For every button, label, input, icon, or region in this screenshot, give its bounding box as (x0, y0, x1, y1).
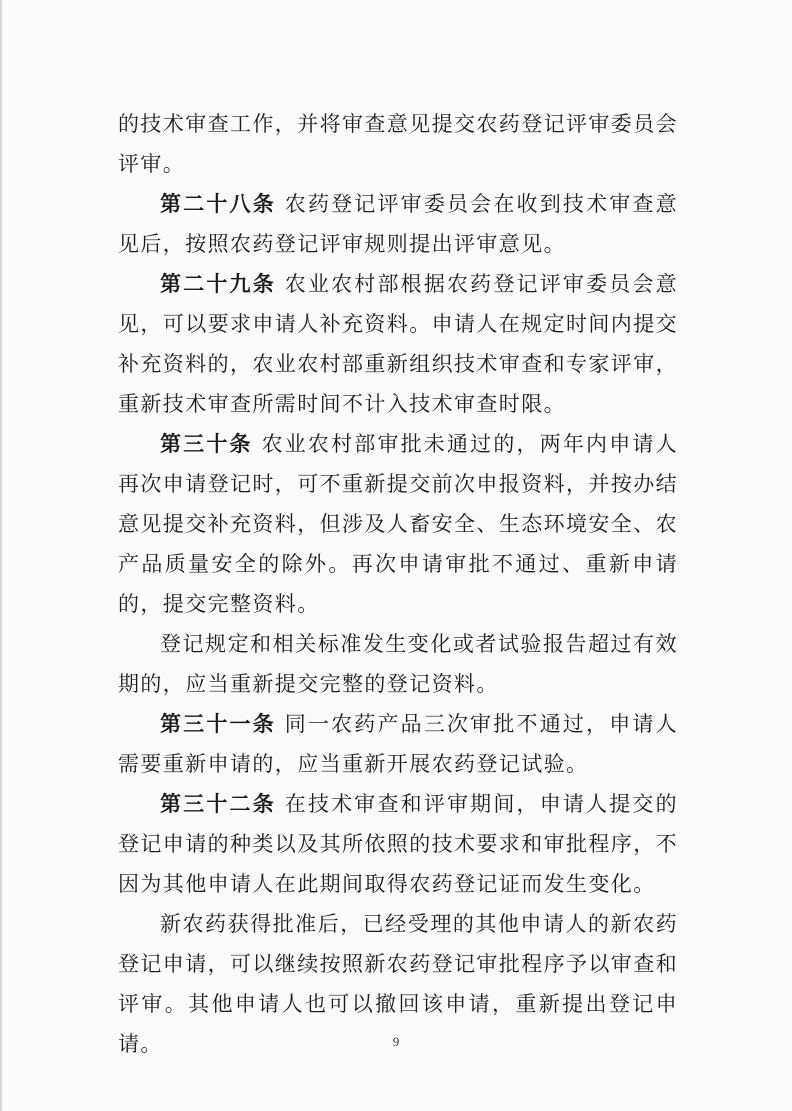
page-edge-shadow (0, 0, 3, 1111)
article-31 (118, 704, 678, 784)
article-heading: 第二十八条 (160, 192, 276, 216)
paragraph-continuation (118, 104, 678, 184)
paragraph-text: 新农药获得批准后，已经受理的其他申请人的新农药登记申请，可以继续按照新农药登记审批程序予以审查和评审。其他申请人也可以撤回该申请，重新提出登记申请。 (118, 912, 678, 1056)
article-heading: 第三十二条 (160, 792, 276, 816)
paragraph-text: 农业农村部根据农药登记评审委员会意见，可以要求申请人补充资料。申请人在规定时间内提交补充资料的，农业农村部重新组织技术审查和专家评审，重新技术审查所需时间不计入技术审查时限。 (118, 272, 679, 416)
paragraph-text: 农业农村部审批未通过的，两年内申请人再次申请登记时，可不重新提交前次申报资料，并按办结意见提交补充资料，但涉及人畜安全、生态环境安全、农产品质量安全的除外。再次申请审批不通过、重新申请的，提交完整资料。 (118, 432, 678, 616)
article-32 (118, 784, 678, 904)
paragraph-text: 的技术审查工作，并将审查意见提交农药登记评审委员会评审。 (118, 112, 678, 176)
paragraph-text: 登记规定和相关标准发生变化或者试验报告超过有效期的，应当重新提交完整的登记资料。 (118, 632, 678, 696)
document-body (118, 104, 678, 1064)
paragraph-text: 农药登记评审委员会在收到技术审查意见后，按照农药登记评审规则提出评审意见。 (118, 192, 679, 256)
page-number: 9 (392, 1034, 400, 1049)
paragraph-text: 在技术审查和评审期间，申请人提交的登记申请的种类以及其所依照的技术要求和审批程序，不因为其他申请人在此期间取得农药登记证而发生变化。 (118, 792, 679, 896)
article-heading: 第三十一条 (160, 712, 276, 736)
article-30 (118, 424, 678, 624)
paragraph-text: 同一农药产品三次审批不通过，申请人需要重新申请的，应当重新开展农药登记试验。 (118, 712, 679, 776)
article-heading: 第三十条 (160, 432, 253, 456)
article-30-paragraph-2 (118, 624, 678, 704)
article-heading: 第二十九条 (160, 272, 276, 296)
article-28 (118, 184, 678, 264)
article-29 (118, 264, 678, 424)
